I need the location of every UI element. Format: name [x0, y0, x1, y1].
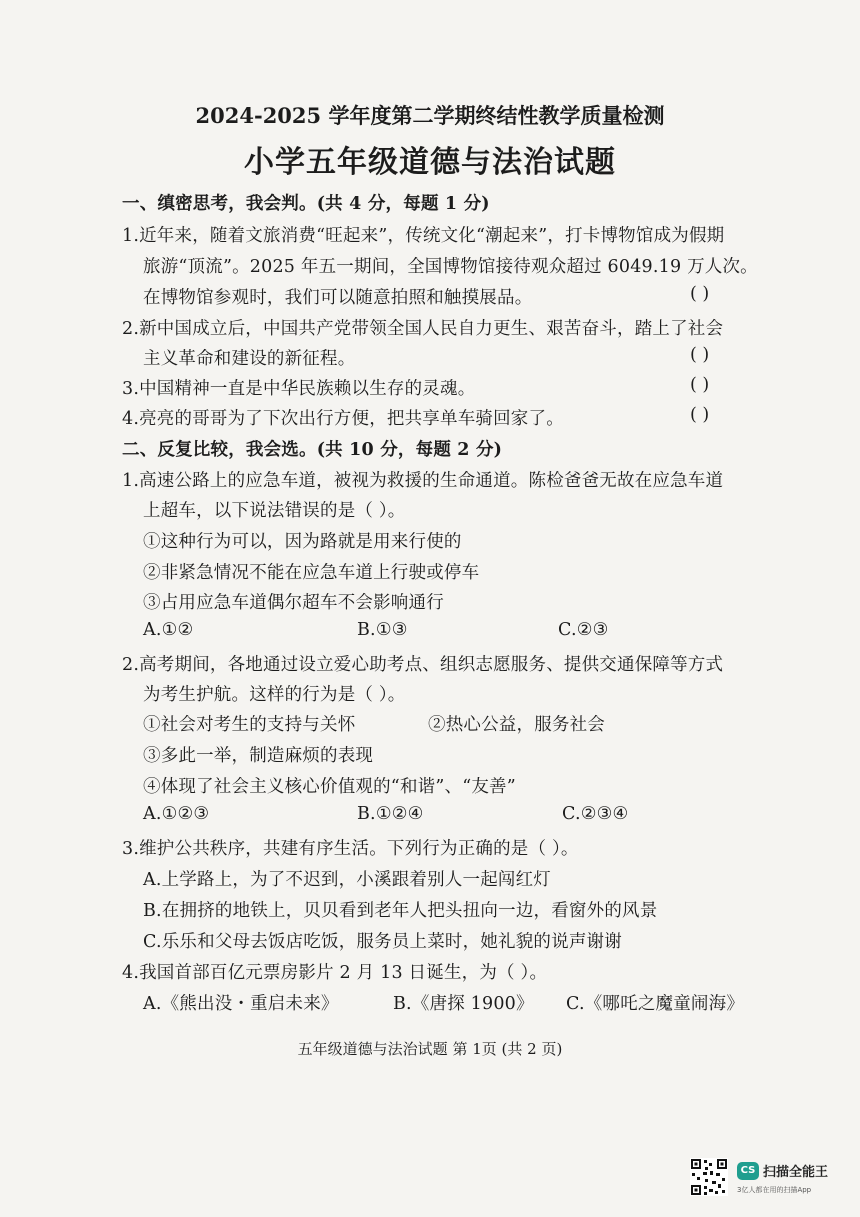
exam-subject-title: 小学五年级道德与法治试题 [244, 145, 616, 180]
s1-q2-answer-blank[interactable]: ( ) [690, 345, 710, 365]
s1-q1-answer-blank[interactable]: ( ) [690, 284, 710, 304]
s2-q1-line1: 1.高速公路上的应急车道，被视为救援的生命通道。陈检爸爸无故在应急车道 [122, 471, 724, 491]
s2-q1-statement3: ③占用应急车道偶尔超车不会影响通行 [143, 593, 444, 613]
s2-q4-line1: 4.我国首部百亿元票房影片 2 月 13 日诞生，为（ ）。 [122, 963, 548, 983]
s2-q1-line2: 上超车，以下说法错误的是（ ）。 [143, 501, 406, 521]
section2-heading: 二、反复比较，我会选。(共 10 分，每题 2 分) [122, 440, 503, 460]
s2-q1-option-c[interactable]: C.②③ [558, 620, 609, 640]
s2-q3-option-c[interactable]: C.乐乐和父母去饭店吃饭，服务员上菜时，她礼貌的说声谢谢 [143, 932, 622, 952]
s2-q2-line1: 2.高考期间，各地通过设立爱心助考点、组织志愿服务、提供交通保障等方式 [122, 655, 724, 675]
s2-q3-option-a[interactable]: A.上学路上，为了不迟到，小溪跟着别人一起闯红灯 [143, 870, 551, 890]
s2-q1-option-a[interactable]: A.①② [143, 620, 194, 640]
s2-q1-option-b[interactable]: B.①③ [357, 620, 408, 640]
s1-q2-line1: 2.新中国成立后，中国共产党带领全国人民自力更生、艰苦奋斗，踏上了社会 [122, 319, 724, 339]
s2-q4-option-a[interactable]: A.《熊出没・重启未来》 [143, 994, 339, 1014]
s1-q1-line2: 旅游“顶流”。2025 年五一期间，全国博物馆接待观众超过 6049.19 万人次。 [143, 257, 758, 277]
cs-logo-icon: CS [737, 1162, 759, 1180]
s2-q3-option-b[interactable]: B.在拥挤的地铁上，贝贝看到老年人把头扭向一边，看窗外的风景 [143, 901, 658, 921]
s2-q2-option-c[interactable]: C.②③④ [562, 804, 629, 824]
s1-q4-line: 4.亮亮的哥哥为了下次出行方便，把共享单车骑回家了。 [122, 409, 564, 429]
s1-q1-line1: 1.近年来，随着文旅消费“旺起来”，传统文化“潮起来”，打卡博物馆成为假期 [122, 226, 725, 246]
s2-q3-line1: 3.维护公共秩序，共建有序生活。下列行为正确的是（ ）。 [122, 839, 579, 859]
s2-q2-statement2: ②热心公益，服务社会 [428, 715, 605, 735]
s1-q4-answer-blank[interactable]: ( ) [690, 405, 710, 425]
s2-q2-option-a[interactable]: A.①②③ [143, 804, 210, 824]
qr-code-icon [690, 1158, 728, 1196]
scanner-brand-name: 扫描全能王 [763, 1165, 829, 1180]
s1-q1-line3: 在博物馆参观时，我们可以随意拍照和触摸展品。 [143, 288, 533, 308]
s2-q1-statement2: ②非紧急情况不能在应急车道上行驶或停车 [143, 563, 480, 583]
s2-q2-statement3: ③多此一举，制造麻烦的表现 [143, 746, 374, 766]
scanner-watermark [690, 1158, 860, 1208]
s1-q2-line2: 主义革命和建设的新征程。 [143, 349, 356, 369]
scanner-tagline: 3亿人都在用的扫描App [737, 1186, 812, 1194]
s2-q4-option-b[interactable]: B.《唐探 1900》 [393, 994, 534, 1014]
page-footer: 五年级道德与法治试题 第 1页 (共 2 页) [297, 1040, 563, 1058]
s1-q3-answer-blank[interactable]: ( ) [690, 375, 710, 395]
s2-q2-statement1: ①社会对考生的支持与关怀 [143, 715, 356, 735]
s2-q2-statement4: ④体现了社会主义核心价值观的“和谐”、“友善” [143, 777, 516, 797]
s2-q2-option-b[interactable]: B.①②④ [357, 804, 424, 824]
s1-q3-line: 3.中国精神一直是中华民族赖以生存的灵魂。 [122, 379, 476, 399]
s2-q2-line2: 为考生护航。这样的行为是（ ）。 [143, 685, 406, 705]
exam-header-title: 2024-2025 学年度第二学期终结性教学质量检测 [195, 103, 665, 128]
s2-q1-statement1: ①这种行为可以，因为路就是用来行使的 [143, 532, 462, 552]
section1-heading: 一、缜密思考，我会判。(共 4 分，每题 1 分) [122, 194, 490, 214]
s2-q4-option-c[interactable]: C.《哪吒之魔童闹海》 [566, 994, 745, 1014]
